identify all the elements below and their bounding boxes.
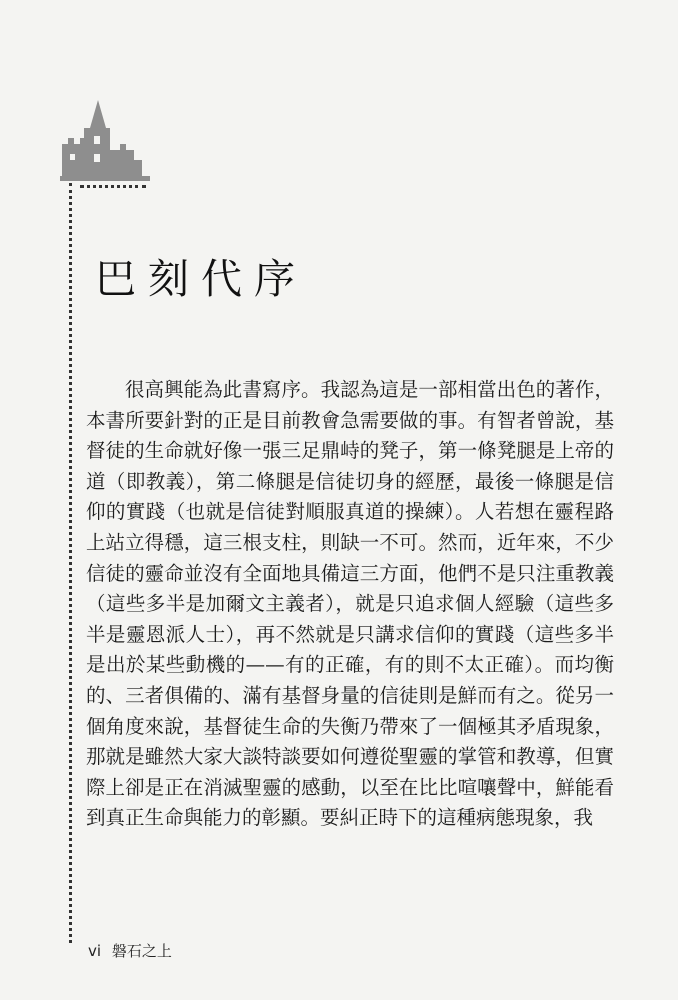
left-dotted-rule [69,183,72,943]
body-paragraph: 很高興能為此書寫序。我認為這是一部相當出色的著作，本書所要針對的正是目前教會急需要做的事。有智者曾說，基督徒的生命就好像一張三足鼎峙的凳子，第一條凳腿是上帝的道（即教義），第二條腿是信徒切身的經歷，最後一條腿是信仰的實踐（也就是信徒對順服真道的操練）。人若想在靈程路上站立得穩，這三根支柱，則缺一不可。然而，近年來，不少信徒的靈命並沒有全面地具備這三方面，他們不是只注重教義（這些多半是加爾文主義者），就是只追求個人經驗（這些多半是靈恩派人士），再不然就是只講求信仰的實踐（這些多半是出於某些動機的——有的正確，有的則不太正確）。而均衡的、三者俱備的、滿有基督身量的信徒則是鮮而有之。從另一個角度來說，基督徒生命的失衡乃帶來了一個極其矛盾現象，那就是雖然大家大談特談要如何遵從聖靈的掌管和教導，但實際上卻是正在消滅聖靈的感動，以至在比比喧嚷聲中，鮮能看到真正生命與能力的彰顯。要糾正時下的這種病態現象，我 [86,378,614,830]
castle-tower-icon [60,98,150,188]
page-footer [88,940,172,961]
page-number: vi [88,942,102,960]
running-book-title: 磐石之上 [111,942,172,960]
chapter-title: 巴刻代序 [95,255,307,303]
